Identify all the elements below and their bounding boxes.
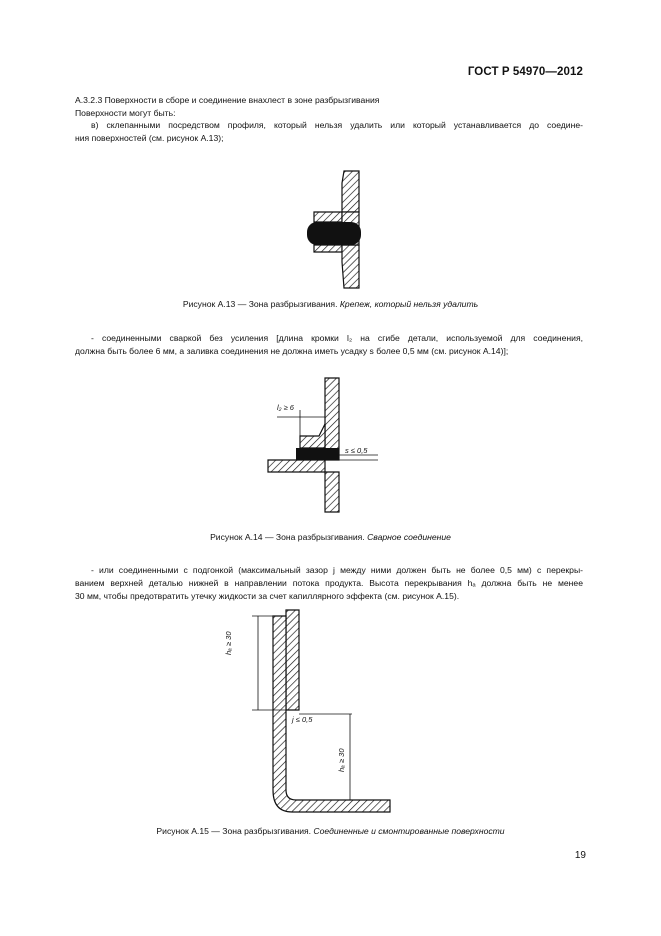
item-c-line1: - или соединенными с подгонкой (максимальный зазор j между ними должен быть не более 0,5 мм) с перекры- bbox=[91, 565, 583, 575]
figure-a14-drawing bbox=[268, 378, 378, 512]
figure-a15-caption: Рисунок А.15 — Зона разбрызгивания. Соединенные и смонтированные поверхности bbox=[156, 826, 505, 836]
dimension-hb: hₐ ≥ 30 bbox=[337, 748, 346, 772]
figure-a14-caption: Рисунок А.14 — Зона разбрызгивания. Сварное соединение bbox=[210, 532, 451, 542]
dimension-j: j ≤ 0,5 bbox=[292, 715, 313, 724]
page-number: 19 bbox=[574, 850, 586, 861]
item-b-line1: - соединенными сваркой без усиления [длина кромки l₂ на сгибе детали, используемой для соединения, bbox=[91, 333, 583, 343]
dimension-l2: l₂ ≥ 6 bbox=[277, 403, 294, 412]
section-intro: Поверхности могут быть: bbox=[75, 108, 176, 118]
figure-a15-drawing bbox=[252, 610, 390, 812]
item-b-line2: должна быть более 6 мм, а заливка соединения не должна иметь усадку s более 0,5 мм (см. рисунок А.14)]; bbox=[75, 346, 509, 356]
dimension-ha: hₐ ≥ 30 bbox=[224, 631, 233, 655]
figure-a13-caption: Рисунок А.13 — Зона разбрызгивания. Крепеж, который нельзя удалить bbox=[182, 299, 479, 309]
item-c-line3: 30 мм, чтобы предотвратить утечку жидкости за счет капиллярного эффекта (см. рисунок А.15). bbox=[75, 591, 460, 601]
document-header: ГОСТ Р 54970—2012 bbox=[467, 66, 583, 78]
figure-a13-drawing bbox=[307, 171, 361, 288]
section-heading: А.3.2.3 Поверхности в сборе и соединение внахлест в зоне разбрызгивания bbox=[75, 95, 380, 105]
item-c-line2: ванием верхней деталью нижней в направлении потока продукта. Высота перекрывания hₐ должна быть не менее bbox=[75, 578, 583, 588]
dimension-s: s ≤ 0,5 bbox=[345, 446, 368, 455]
item-a-line1: в) склепанными посредством профиля, который нельзя удалить или который устанавливается до соедине- bbox=[91, 120, 583, 130]
item-a-line2: ния поверхностей (см. рисунок А.13); bbox=[75, 133, 224, 143]
